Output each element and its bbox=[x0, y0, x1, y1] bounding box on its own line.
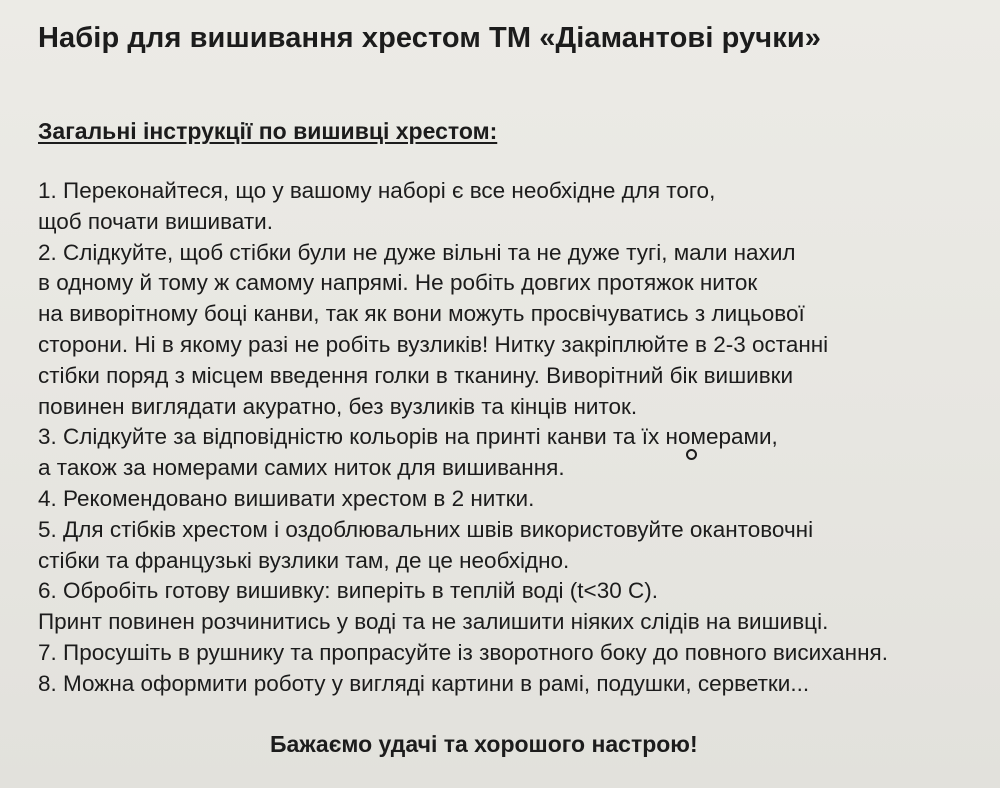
instruction-line: 2. Слідкуйте, щоб стібки були не дуже вільні та не дуже тугі, мали нахил bbox=[38, 239, 796, 265]
instruction-line: Принт повинен розчинитись у воді та не залишити ніяких слідів на вишивці. bbox=[38, 609, 829, 635]
instruction-line: 3. Слідкуйте за відповідністю кольорів на принті канви та їх номерами, bbox=[38, 424, 778, 450]
instruction-line: 8. Можна оформити роботу у вигляді картини в рамі, подушки, серветки... bbox=[38, 670, 810, 696]
instruction-line: стібки та французькі вузлики там, де це необхідно. bbox=[38, 547, 570, 573]
instruction-line: а також за номерами самих ниток для вишивання. bbox=[38, 455, 565, 481]
instruction-line: 4. Рекомендовано вишивати хрестом в 2 нитки. bbox=[38, 485, 535, 511]
instruction-line: сторони. Ні в якому разі не робіть вузликів! Нитку закріплюйте в 2-3 останні bbox=[38, 331, 829, 357]
instructions-body bbox=[38, 176, 993, 700]
closing-wish: Бажаємо удачі та хорошого настрою! bbox=[270, 731, 698, 757]
instruction-line: 6. Обробіть готову вишивку: виперіть в теплій воді (t<30 C). bbox=[38, 578, 658, 604]
instruction-line: 7. Просушіть в рушнику та пропрасуйте із зворотного боку до повного висихання. bbox=[38, 639, 888, 665]
section-heading: Загальні інструкції по вишивці хрестом: bbox=[38, 118, 498, 144]
instruction-line: повинен виглядати акуратно, без вузликів та кінців ниток. bbox=[38, 393, 638, 419]
instruction-line: 5. Для стібків хрестом і оздоблювальних швів використовуйте окантовочні bbox=[38, 516, 814, 542]
instruction-line: в одному й тому ж самому напрямі. Не робіть довгих протяжок ниток bbox=[38, 270, 758, 296]
document-title: Набір для вишивання хрестом ТМ «Діамантові ручки» bbox=[38, 22, 822, 54]
instruction-line: на виворітному боці канви, так як вони можуть просвічуватись з лицьової bbox=[38, 301, 805, 327]
instruction-line: стібки поряд з місцем введення голки в тканину. Виворітний бік вишивки bbox=[38, 362, 794, 388]
instruction-line: щоб почати вишивати. bbox=[38, 208, 273, 234]
instruction-line: 1. Переконайтеся, що у вашому наборі є все необхідне для того, bbox=[38, 178, 716, 203]
degree-symbol bbox=[686, 449, 697, 460]
